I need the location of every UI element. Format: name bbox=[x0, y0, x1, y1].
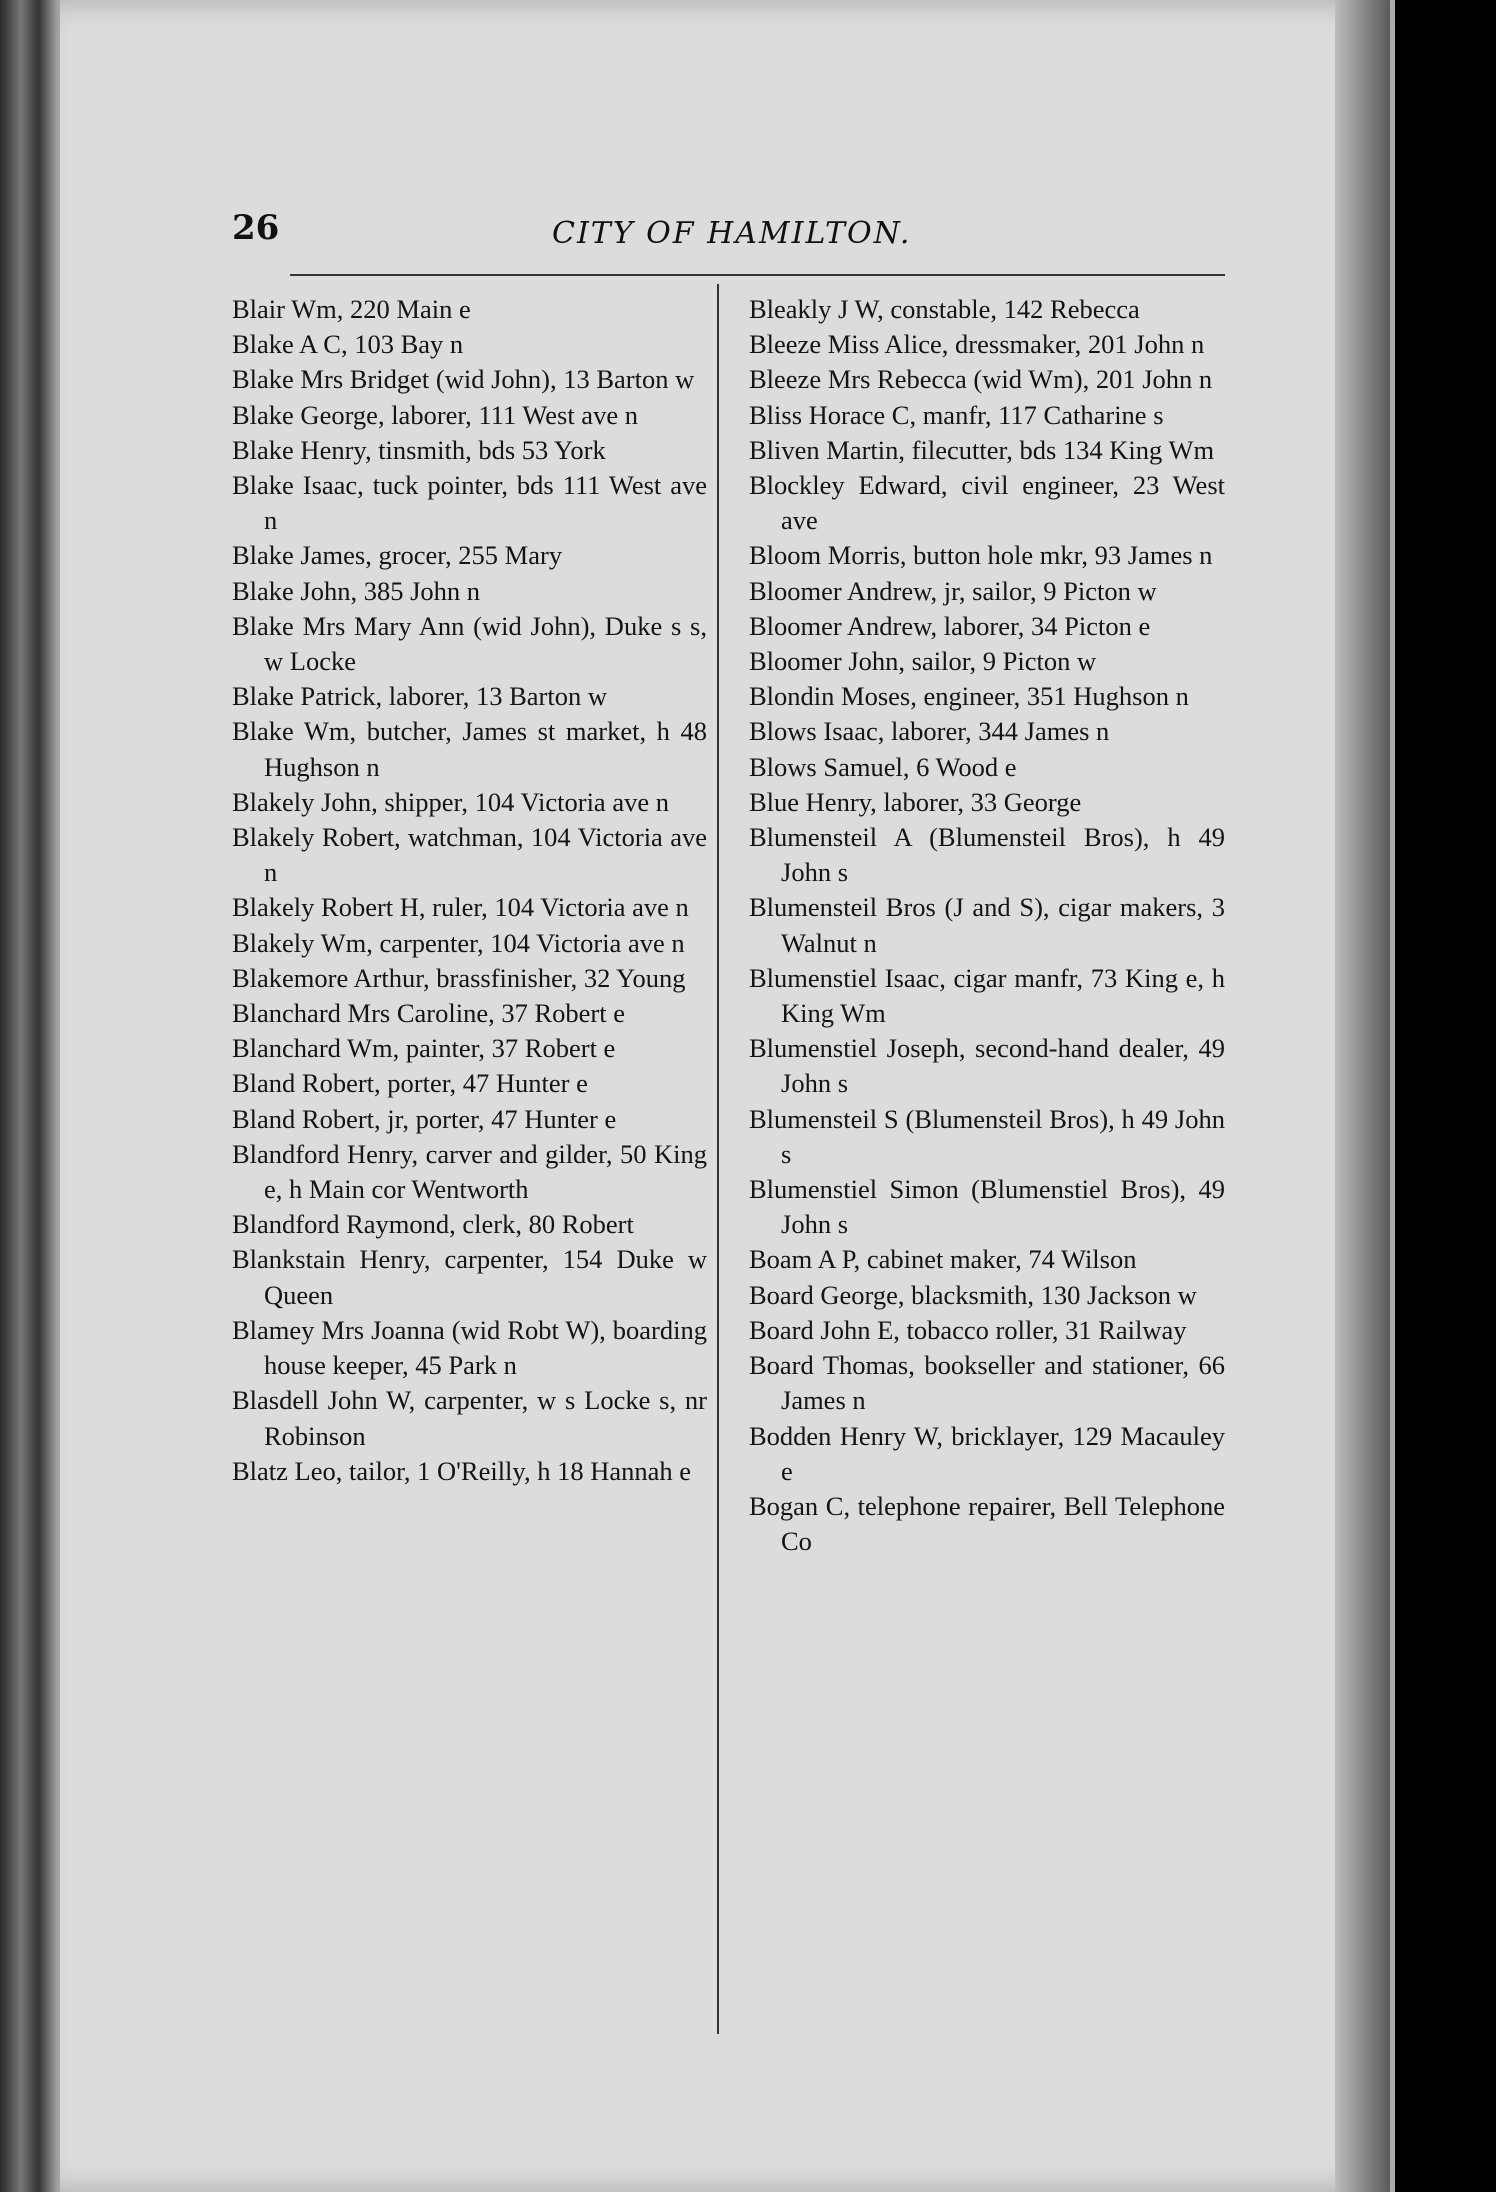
directory-entry: Blockley Edward, civil engineer, 23 West ave bbox=[749, 470, 1225, 536]
directory-entry: Blakely Wm, carpenter, 104 Victoria ave n bbox=[232, 927, 685, 958]
directory-entry: Boam A P, cabinet maker, 74 Wilson bbox=[749, 1244, 1137, 1275]
directory-entry: Blanchard Mrs Caroline, 37 Robert e bbox=[232, 998, 625, 1029]
directory-entry: Blake Wm, butcher, James st market, h 48 Hughson n bbox=[232, 716, 707, 782]
directory-entry: Blumenstiel Isaac, cigar manfr, 73 King e, h King Wm bbox=[749, 962, 1225, 1029]
directory-entry: Blondin Moses, engineer, 351 Hughson n bbox=[749, 681, 1189, 712]
directory-entry: Bogan C, telephone repairer, Bell Telephone Co bbox=[749, 1490, 1225, 1557]
directory-entry: Blake John, 385 John n bbox=[232, 575, 481, 606]
directory-entry: Blows Isaac, laborer, 344 James n bbox=[749, 716, 1110, 747]
directory-entry: Bland Robert, jr, porter, 47 Hunter e bbox=[232, 1103, 617, 1134]
directory-entry: Blumenstiel Joseph, second-hand dealer, 49 John s bbox=[749, 1033, 1225, 1099]
directory-entry: Bloomer John, sailor, 9 Picton w bbox=[749, 646, 1097, 677]
directory-entry: Board John E, tobacco roller, 31 Railway bbox=[749, 1314, 1187, 1345]
directory-entry: Bloom Morris, button hole mkr, 93 James n bbox=[749, 540, 1213, 571]
directory-entry: Bland Robert, porter, 47 Hunter e bbox=[232, 1068, 588, 1099]
right-column bbox=[749, 292, 1225, 1559]
running-head: CITY OF HAMILTON. bbox=[552, 216, 912, 251]
directory-entry: Board Thomas, bookseller and stationer, 66 James n bbox=[749, 1350, 1225, 1416]
directory-entry: Blakely Robert, watchman, 104 Victoria ave n bbox=[232, 822, 707, 888]
directory-entry: Blake A C, 103 Bay n bbox=[232, 329, 464, 360]
directory-entry: Blue Henry, laborer, 33 George bbox=[749, 786, 1082, 817]
directory-entry: Bodden Henry W, bricklayer, 129 Macauley e bbox=[749, 1420, 1225, 1486]
directory-entry: Blandford Henry, carver and gilder, 50 King e, h Main cor Wentworth bbox=[232, 1138, 707, 1205]
directory-entry: Blakely Robert H, ruler, 104 Victoria ave n bbox=[232, 892, 689, 923]
directory-entry: Blake James, grocer, 255 Mary bbox=[232, 540, 563, 571]
column-divider bbox=[717, 284, 719, 2034]
page-number: 26 bbox=[232, 208, 280, 248]
page-header bbox=[232, 208, 1222, 268]
left-column bbox=[232, 292, 707, 1489]
directory-entry: Bleeze Miss Alice, dressmaker, 201 John n bbox=[749, 329, 1205, 360]
directory-entry: Blair Wm, 220 Main e bbox=[232, 294, 471, 324]
directory-entry: Blake Henry, tinsmith, bds 53 York bbox=[232, 434, 606, 465]
directory-entry: Bliven Martin, filecutter, bds 134 King Wm bbox=[749, 434, 1215, 465]
directory-entry: Blumensteil Bros (J and S), cigar makers, 3 Walnut n bbox=[749, 892, 1225, 958]
directory-entry: Bloomer Andrew, jr, sailor, 9 Picton w bbox=[749, 575, 1157, 606]
directory-entry: Blatz Leo, tailor, 1 O'Reilly, h 18 Hannah e bbox=[232, 1455, 692, 1486]
directory-entry: Blake Patrick, laborer, 13 Barton w bbox=[232, 681, 607, 712]
directory-entry: Blake Mrs Bridget (wid John), 13 Barton w bbox=[232, 364, 695, 395]
directory-entry: Blumensteil A (Blumensteil Bros), h 49 John s bbox=[749, 822, 1225, 888]
directory-entry: Blanchard Wm, painter, 37 Robert e bbox=[232, 1033, 616, 1064]
directory-entry: Bleeze Mrs Rebecca (wid Wm), 201 John n bbox=[749, 364, 1213, 395]
directory-entry: Blake George, laborer, 111 West ave n bbox=[232, 399, 638, 430]
directory-entry: Blake Mrs Mary Ann (wid John), Duke s s, w Locke bbox=[232, 610, 707, 677]
directory-entry: Blakely John, shipper, 104 Victoria ave n bbox=[232, 786, 669, 817]
directory-entry: Bleakly J W, constable, 142 Rebecca bbox=[749, 294, 1140, 324]
directory-entry: Blandford Raymond, clerk, 80 Robert bbox=[232, 1209, 634, 1240]
directory-entry: Blakemore Arthur, brassfinisher, 32 Young bbox=[232, 962, 686, 993]
directory-entry: Blamey Mrs Joanna (wid Robt W), boarding house keeper, 45 Park n bbox=[232, 1314, 707, 1381]
directory-entry: Board George, blacksmith, 130 Jackson w bbox=[749, 1279, 1197, 1310]
directory-entry: Blows Samuel, 6 Wood e bbox=[749, 751, 1017, 782]
header-rule bbox=[290, 274, 1225, 276]
directory-entry: Blake Isaac, tuck pointer, bds 111 West ave n bbox=[232, 470, 707, 536]
directory-entry: Bliss Horace C, manfr, 117 Catharine s bbox=[749, 399, 1164, 430]
directory-entry: Blumensteil S (Blumensteil Bros), h 49 John s bbox=[749, 1103, 1225, 1169]
directory-entry: Bloomer Andrew, laborer, 34 Picton e bbox=[749, 610, 1151, 641]
directory-entry: Blasdell John W, carpenter, w s Locke s, nr Robinson bbox=[232, 1385, 707, 1451]
directory-entry: Blankstain Henry, carpenter, 154 Duke w Queen bbox=[232, 1244, 707, 1310]
page-edge-shadow bbox=[1335, 0, 1390, 2192]
directory-entry: Blumenstiel Simon (Blumenstiel Bros), 49 John s bbox=[749, 1174, 1225, 1240]
